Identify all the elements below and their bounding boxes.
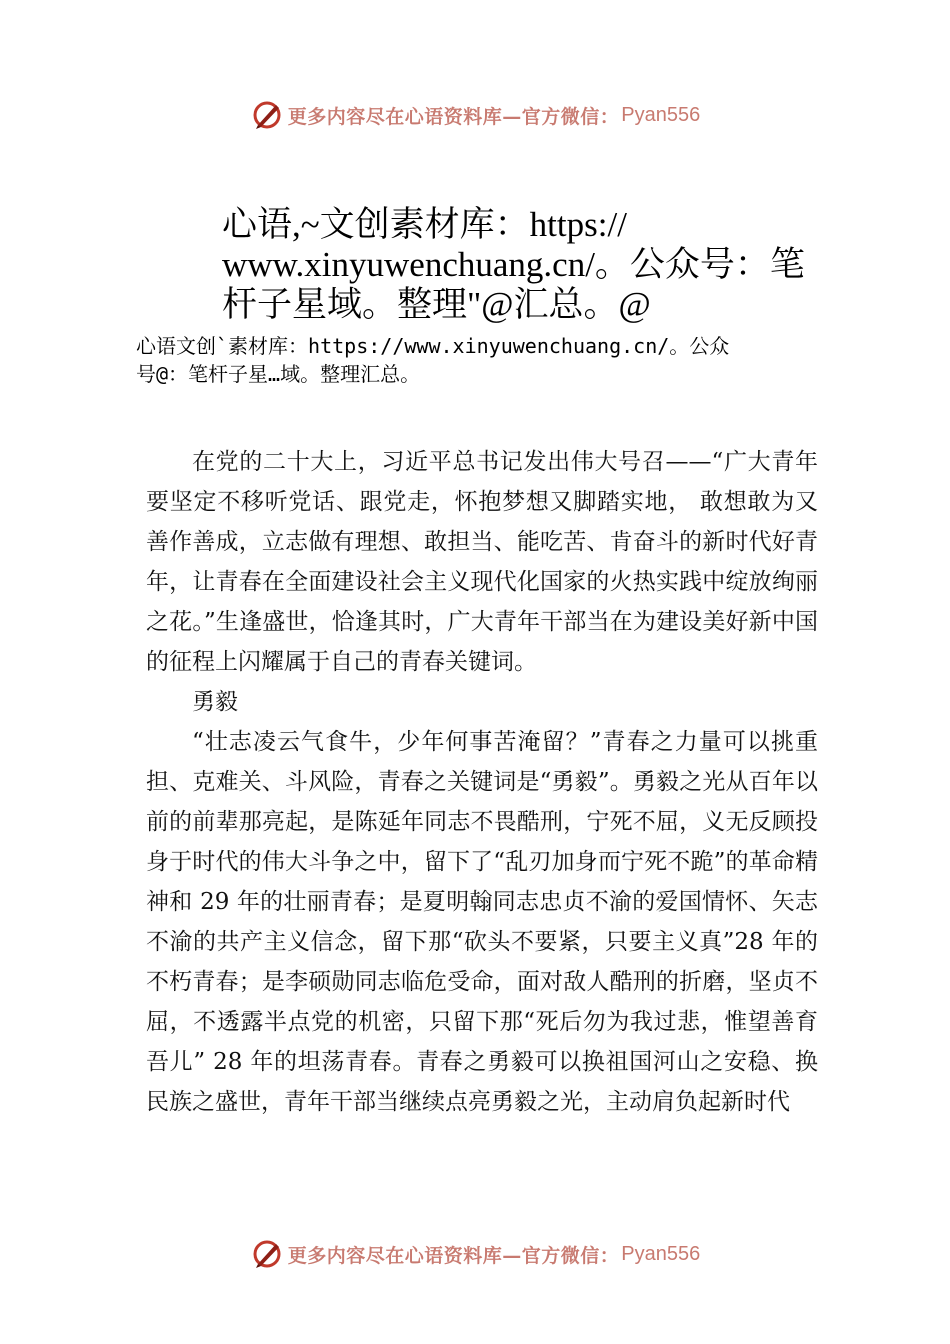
banner-wechat-id: Pyan556 <box>621 1242 701 1265</box>
header-banner <box>0 95 950 135</box>
subtitle-line: 心语文创`素材库：https://www.xinyuwenchuang.cn/。公众 <box>136 334 730 358</box>
banner-text: 更多内容尽在心语资料库—官方微信： <box>287 105 620 128</box>
page-title <box>222 205 822 325</box>
title-line: www.xinyuwenchuang.cn/。公众号：笔 <box>222 245 805 284</box>
pen-circle-logo-icon <box>250 1237 284 1271</box>
pen-circle-logo-icon <box>250 98 284 132</box>
subtitle-line: 号@：笔杆子星…域。整理汇总。 <box>136 362 421 386</box>
paragraph: 在党的二十大上，习近平总书记发出伟大号召——“广大青年要坚定不移听党话、跟党走，怀抱梦想又脚踏实地， 敢想敢为又善作善成，立志做有理想、敢担当、能吃苦、肯奋斗的新时代好青年，让青春在全面建设社会主义现代化国家的火热实践中绽放绚丽之花。”生逢盛世，恰逢其时，广大青年干部当在为建设美好新中国的征程上闪耀属于自己的青春关键词。 <box>146 449 818 675</box>
section-heading: 勇毅 <box>192 689 238 715</box>
banner-text: 更多内容尽在心语资料库—官方微信： <box>287 1244 620 1267</box>
article-body <box>146 442 818 1122</box>
title-line: 心语,~文创素材库：https:// <box>222 205 627 244</box>
footer-banner <box>0 1234 950 1274</box>
banner-wechat-id: Pyan556 <box>621 103 701 126</box>
paragraph: “壮志凌云气食牛，少年何事苦淹留？”青春之力量可以挑重担、克难关、斗风险，青春之关键词是“勇毅”。勇毅之光从百年以前的前辈那亮起，是陈延年同志不畏酷刑，宁死不屈，义无反顾投身于时代的伟大斗争之中，留下了“乱刃加身而宁死不跪”的革命精神和 29 年的壮丽青春；是夏明翰同志忠贞不渝的爱国情怀、矢志不渝的共产主义信念，留下那“砍头不要紧，只要主义真”28 年的不朽青春；是李硕勋同志临危受命，面对敌人酷刑的折磨，坚贞不屈，不透露半点党的机密，只留下那“死后勿为我过悲，惟望善育吾儿” 28 年的坦荡青春。青春之勇毅可以换祖国河山之安稳、换民族之盛世，青年干部当继续点亮勇毅之光，主动肩负起新时代 <box>146 729 818 1115</box>
title-line: 杆子星域。整理"@汇总。@ <box>222 285 651 324</box>
